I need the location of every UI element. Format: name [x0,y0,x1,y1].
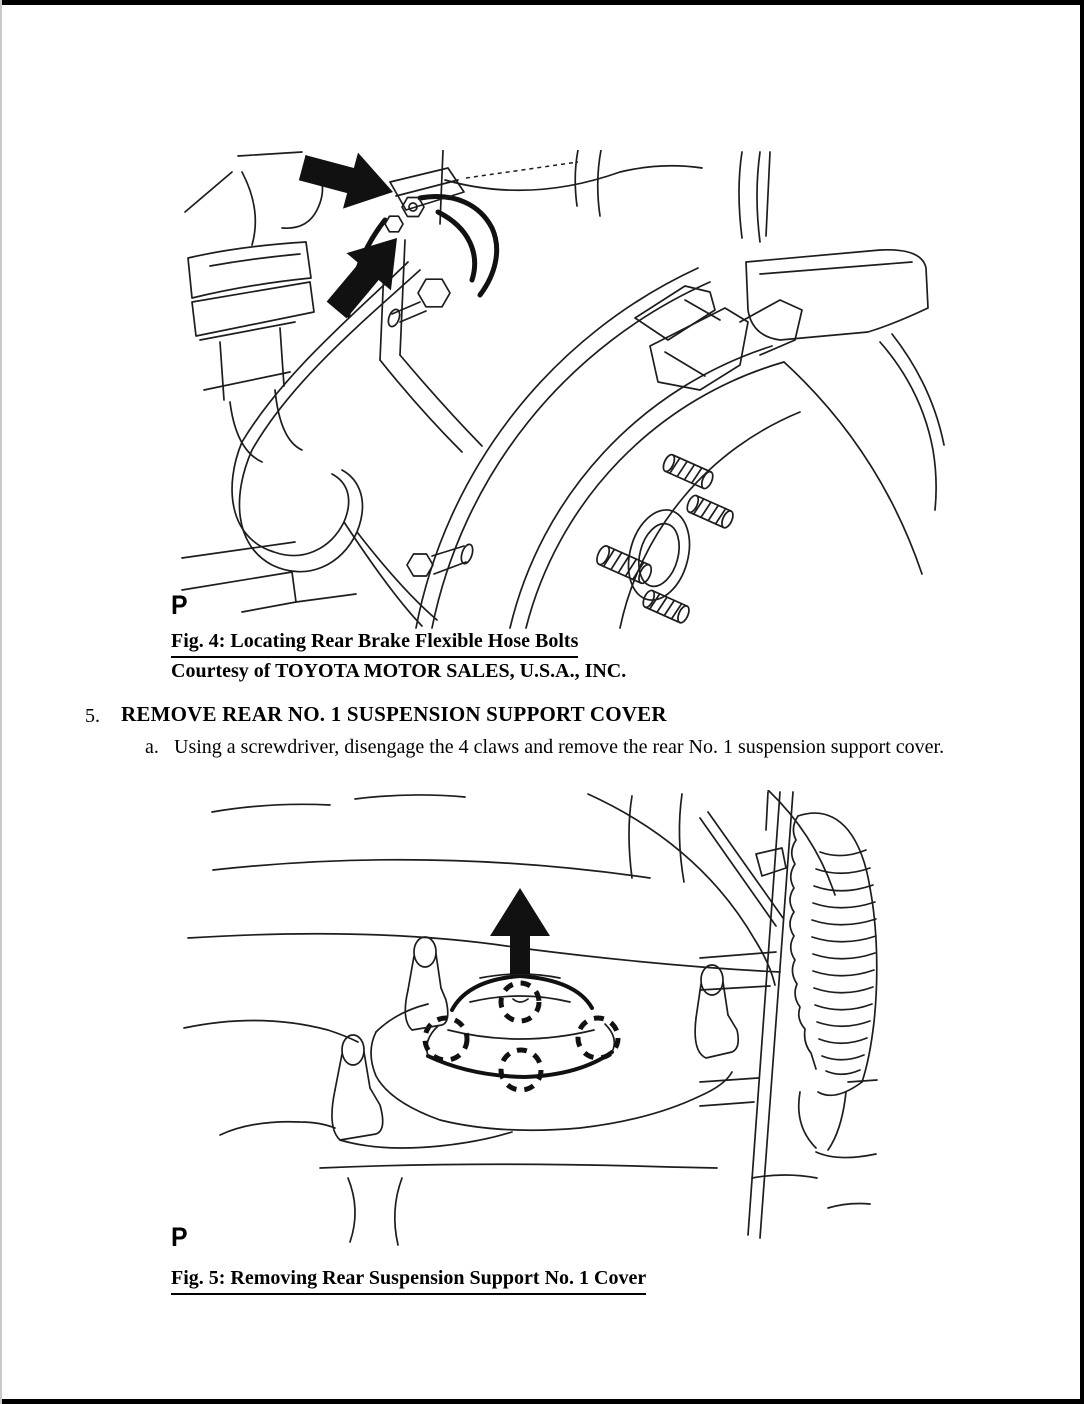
page-border-left [0,0,2,1404]
lug-stud [594,453,735,624]
figure5-caption: Fig. 5: Removing Rear Suspension Support No. 1 Cover [171,1265,646,1295]
figure5-p-label: P [171,1222,188,1252]
figure5-illustration [180,790,950,1250]
stud-cap [332,1035,383,1140]
figure4-p-label: P [171,590,188,620]
pointer-arrow-icon [295,150,401,220]
up-arrow-icon [490,888,550,974]
substep-a-text: Using a screwdriver, disengage the 4 claws and remove the rear No. 1 suspension support cover. [174,736,945,758]
figure4-illustration [180,150,950,630]
figure5-caption-block [171,1265,646,1295]
figure4-caption: Fig. 4: Locating Rear Brake Flexible Hose Bolts [171,628,578,658]
step5-number: 5. [85,705,100,727]
stud-cap [695,965,738,1058]
figure4-caption-block [171,628,626,685]
substep-a-letter: a. [145,736,159,758]
page-border-bottom [0,1399,1084,1404]
page-border-right [1080,0,1084,1404]
claw-markers [425,983,618,1090]
page-border-top [0,0,1084,5]
step5-title: REMOVE REAR NO. 1 SUSPENSION SUPPORT COVER [121,702,667,726]
figure4-courtesy: Courtesy of TOYOTA MOTOR SALES, U.S.A., INC. [171,660,627,682]
